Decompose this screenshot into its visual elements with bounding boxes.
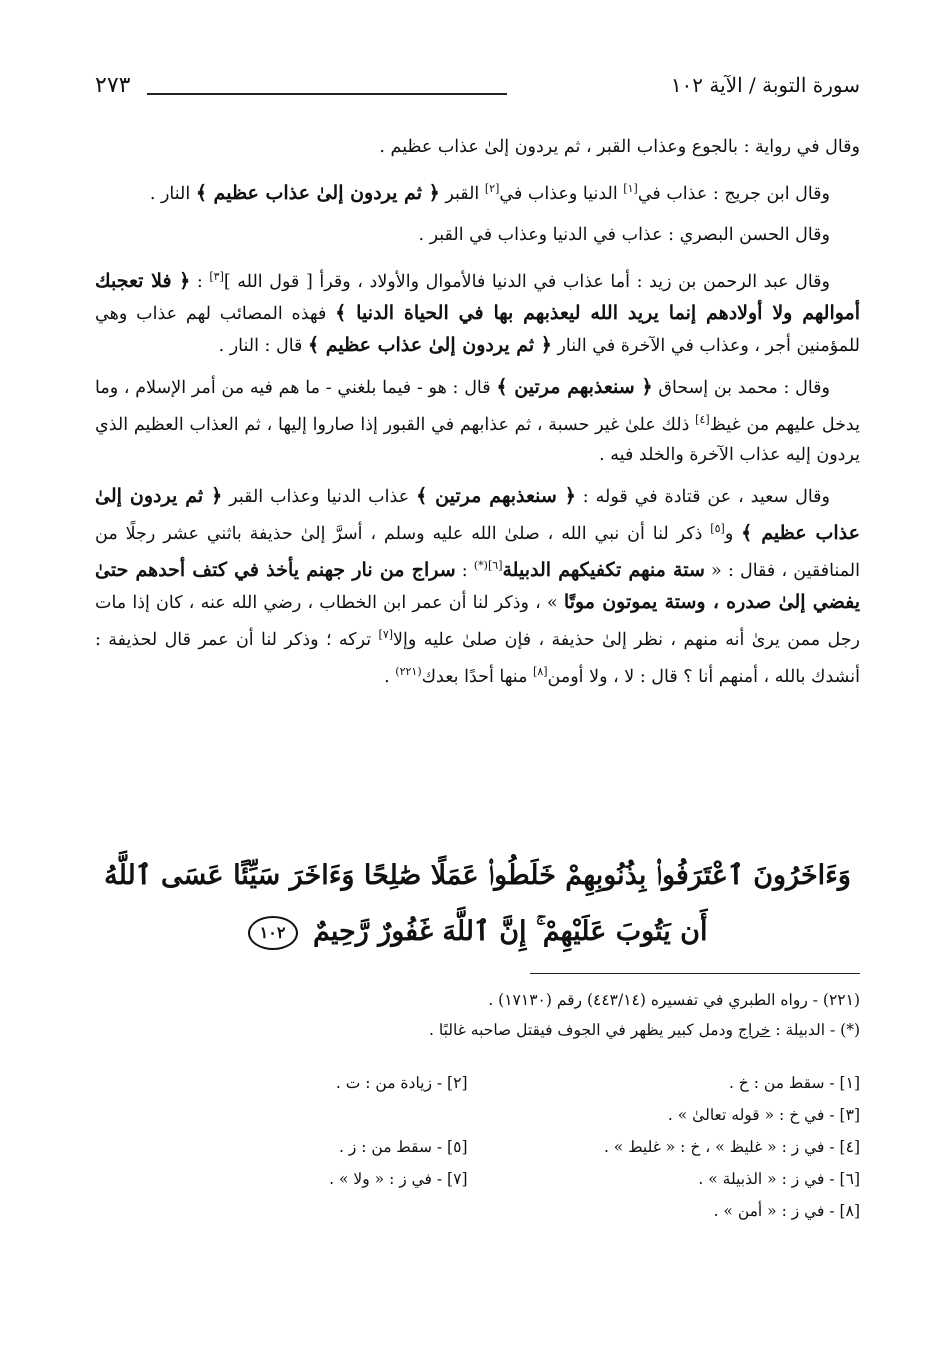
text-run: و bbox=[724, 524, 742, 545]
text-run: وقال : محمد بن إسحاق bbox=[652, 377, 830, 398]
bold-quote: ﴿ سنعذبهم مرتين ﴾ bbox=[496, 375, 653, 398]
variant-note: [٥] - سقط من : ز . bbox=[338, 1138, 468, 1156]
bold-quote: ستة منهم تكفيكهم الدبيلة bbox=[502, 559, 705, 582]
page-header bbox=[95, 68, 860, 102]
text-run: تركه ؛ وذكر لنا أن عمر قال لحذيفة : أنشدك بالله ، أمنهم أنا ؟ قال : لا ، ولا أومن bbox=[95, 629, 860, 687]
bold-quote: سراج من نار جهنم يأخذ في كتف أحدهم حتىٰ يفضي إلىٰ صدره ، وستة يموتون موتًا bbox=[95, 559, 860, 614]
variant-note: [٣] - في خ : « قوله تعالىٰ » . bbox=[667, 1106, 860, 1124]
footnote-star-rest: ودمل كبير يظهر في الجوف فيقتل صاحبه غالبًا . bbox=[429, 1021, 738, 1039]
variant-note: [١] - سقط من : خ . bbox=[728, 1074, 860, 1092]
text-run: وقال سعيد ، عن قتادة في قوله : bbox=[575, 487, 830, 508]
text-run: الدنيا وعذاب في bbox=[499, 183, 624, 204]
footnote-marker: [٤] bbox=[695, 412, 710, 426]
variant-note bbox=[95, 1100, 468, 1130]
footnote-star-word: خراج bbox=[737, 1021, 771, 1039]
paragraph bbox=[95, 261, 860, 362]
quran-verse bbox=[95, 848, 860, 960]
text-run: قال : النار . bbox=[218, 335, 308, 356]
paragraph bbox=[95, 372, 860, 472]
bold-quote: ﴿ ثم يردون إلىٰ عذاب عظيم ﴾ bbox=[95, 485, 860, 545]
text-run: فهذه المصائب لهم عذاب وهي للمؤمنين أجر ، وعذاب في الآخرة في النار bbox=[95, 303, 860, 356]
bold-quote: ﴿ سنعذبهم مرتين ﴾ bbox=[416, 485, 576, 508]
text-run: قال : هو - فيما بلغني - ما هم فيه من أمر الإسلام ، وما يدخل عليهم من غيظ bbox=[95, 377, 860, 435]
text-run: . bbox=[384, 666, 396, 687]
text-run: منها أحدًا بعدك bbox=[421, 666, 534, 687]
variant-note: [٢] - زيادة من : ت . bbox=[335, 1074, 468, 1092]
footnote-marker: (*) bbox=[473, 559, 488, 573]
paragraph bbox=[95, 132, 860, 163]
body-text bbox=[95, 132, 860, 703]
text-run: : bbox=[190, 271, 210, 292]
verse-text: وَءَاخَرُونَ ٱعْتَرَفُوا۟ بِذُنُوبِهِمْ خَلَطُوا۟ عَمَلًا صَٰلِحًا وَءَاخَرَ سَيِّئًا عَسَى ٱللَّهُ أَن يَتُوبَ عَلَيْهِمْ ۚ إِنَّ ٱللَّهَ غَفُورٌ رَّحِيمٌ bbox=[104, 860, 851, 947]
paragraph bbox=[95, 481, 860, 692]
page-number: ٢٧٣ bbox=[95, 72, 131, 98]
text-run: وقال عبد الرحمن بن زيد : أما عذاب في الدنيا فالأموال والأولاد ، وقرأ [ قول الله ] bbox=[223, 271, 830, 292]
footnote-rule bbox=[530, 973, 860, 974]
footnote-marker: [٦] bbox=[487, 559, 503, 573]
text-run: النار . bbox=[149, 183, 196, 204]
variant-note: [٤] - في ز : « غليظ » ، خ : « غليط » . bbox=[603, 1138, 860, 1156]
text-run: » ، وذكر لنا أن عمر ابن الخطاب ، رضي الله عنه ، كان إذا مات رجل ممن يرىٰ أنه منهم ، نظر إلىٰ حذيفة ، فإن صلىٰ عليه وإلا bbox=[95, 593, 860, 650]
text-run: عذاب الدنيا وعذاب القبر bbox=[222, 487, 417, 508]
variant-note: [٨] - في ز : « أمن » . bbox=[713, 1202, 860, 1220]
bold-quote: ﴿ ثم يردون إلىٰ عذاب عظيم ﴾ bbox=[307, 333, 552, 356]
footnote-marker: [٨] bbox=[533, 664, 548, 678]
bold-quote: ﴿ ثم يردون إلىٰ عذاب عظيم ﴾ bbox=[195, 181, 440, 204]
text-run: وقال الحسن البصري : عذاب في الدنيا وعذاب في القبر . bbox=[418, 224, 830, 245]
footnote-marker: (٢٢١) bbox=[395, 664, 422, 678]
variant-note bbox=[95, 1196, 468, 1226]
header-rule bbox=[147, 93, 507, 95]
variant-note: [٦] - في ز : « الذبيلة » . bbox=[698, 1170, 860, 1188]
text-run: : bbox=[455, 561, 474, 582]
text-run: ذلك علىٰ غير حسبة ، ثم عذابهم في القبور إذا صاروا إليها ، ثم العذاب العظيم الذي يردون إليه عذاب الآخرة والخلد فيه . bbox=[95, 414, 860, 466]
paragraph bbox=[95, 173, 860, 210]
running-title: سورة التوبة / الآية ١٠٢ bbox=[670, 73, 860, 97]
text-run: وقال في رواية : بالجوع وعذاب القبر ، ثم يردون إلىٰ عذاب عظيم . bbox=[379, 137, 860, 157]
text-run: القبر bbox=[439, 183, 485, 204]
footnote-reference: (٢٢١) - رواه الطبري في تفسيره (٤٤٣/١٤) رقم (١٧١٣٠) . bbox=[488, 991, 860, 1009]
footnotes bbox=[95, 985, 860, 1045]
verse-number-badge: ١٠٢ bbox=[248, 916, 298, 950]
variant-notes bbox=[95, 1068, 860, 1226]
text-run: وقال ابن جريج : عذاب في bbox=[637, 183, 830, 204]
variant-note: [٧] - في ز : « ولا » . bbox=[329, 1170, 468, 1188]
text-run: ذكر لنا أن نبي الله ، صلىٰ الله عليه وسلم ، أسرَّ إلىٰ حذيفة باثني عشر رجلًا من المنافقين ، فقال : « bbox=[95, 524, 861, 582]
footnote-marker: [٧] bbox=[378, 628, 394, 642]
footnote-star-label: (*) - الدبيلة : bbox=[770, 1021, 860, 1039]
paragraph bbox=[95, 220, 860, 251]
footnote-marker: [٥] bbox=[710, 522, 725, 536]
footnote-marker: [١] bbox=[623, 182, 638, 195]
footnote-star bbox=[95, 1015, 860, 1045]
bold-quote: ﴿ فلا تعجبك أموالهم ولا أولادهم إنما يريد الله ليعذبهم بها في الحياة الدنيا ﴾ bbox=[95, 269, 860, 324]
footnote-marker: [٣] bbox=[209, 269, 224, 283]
footnote-marker: [٢] bbox=[484, 182, 500, 195]
